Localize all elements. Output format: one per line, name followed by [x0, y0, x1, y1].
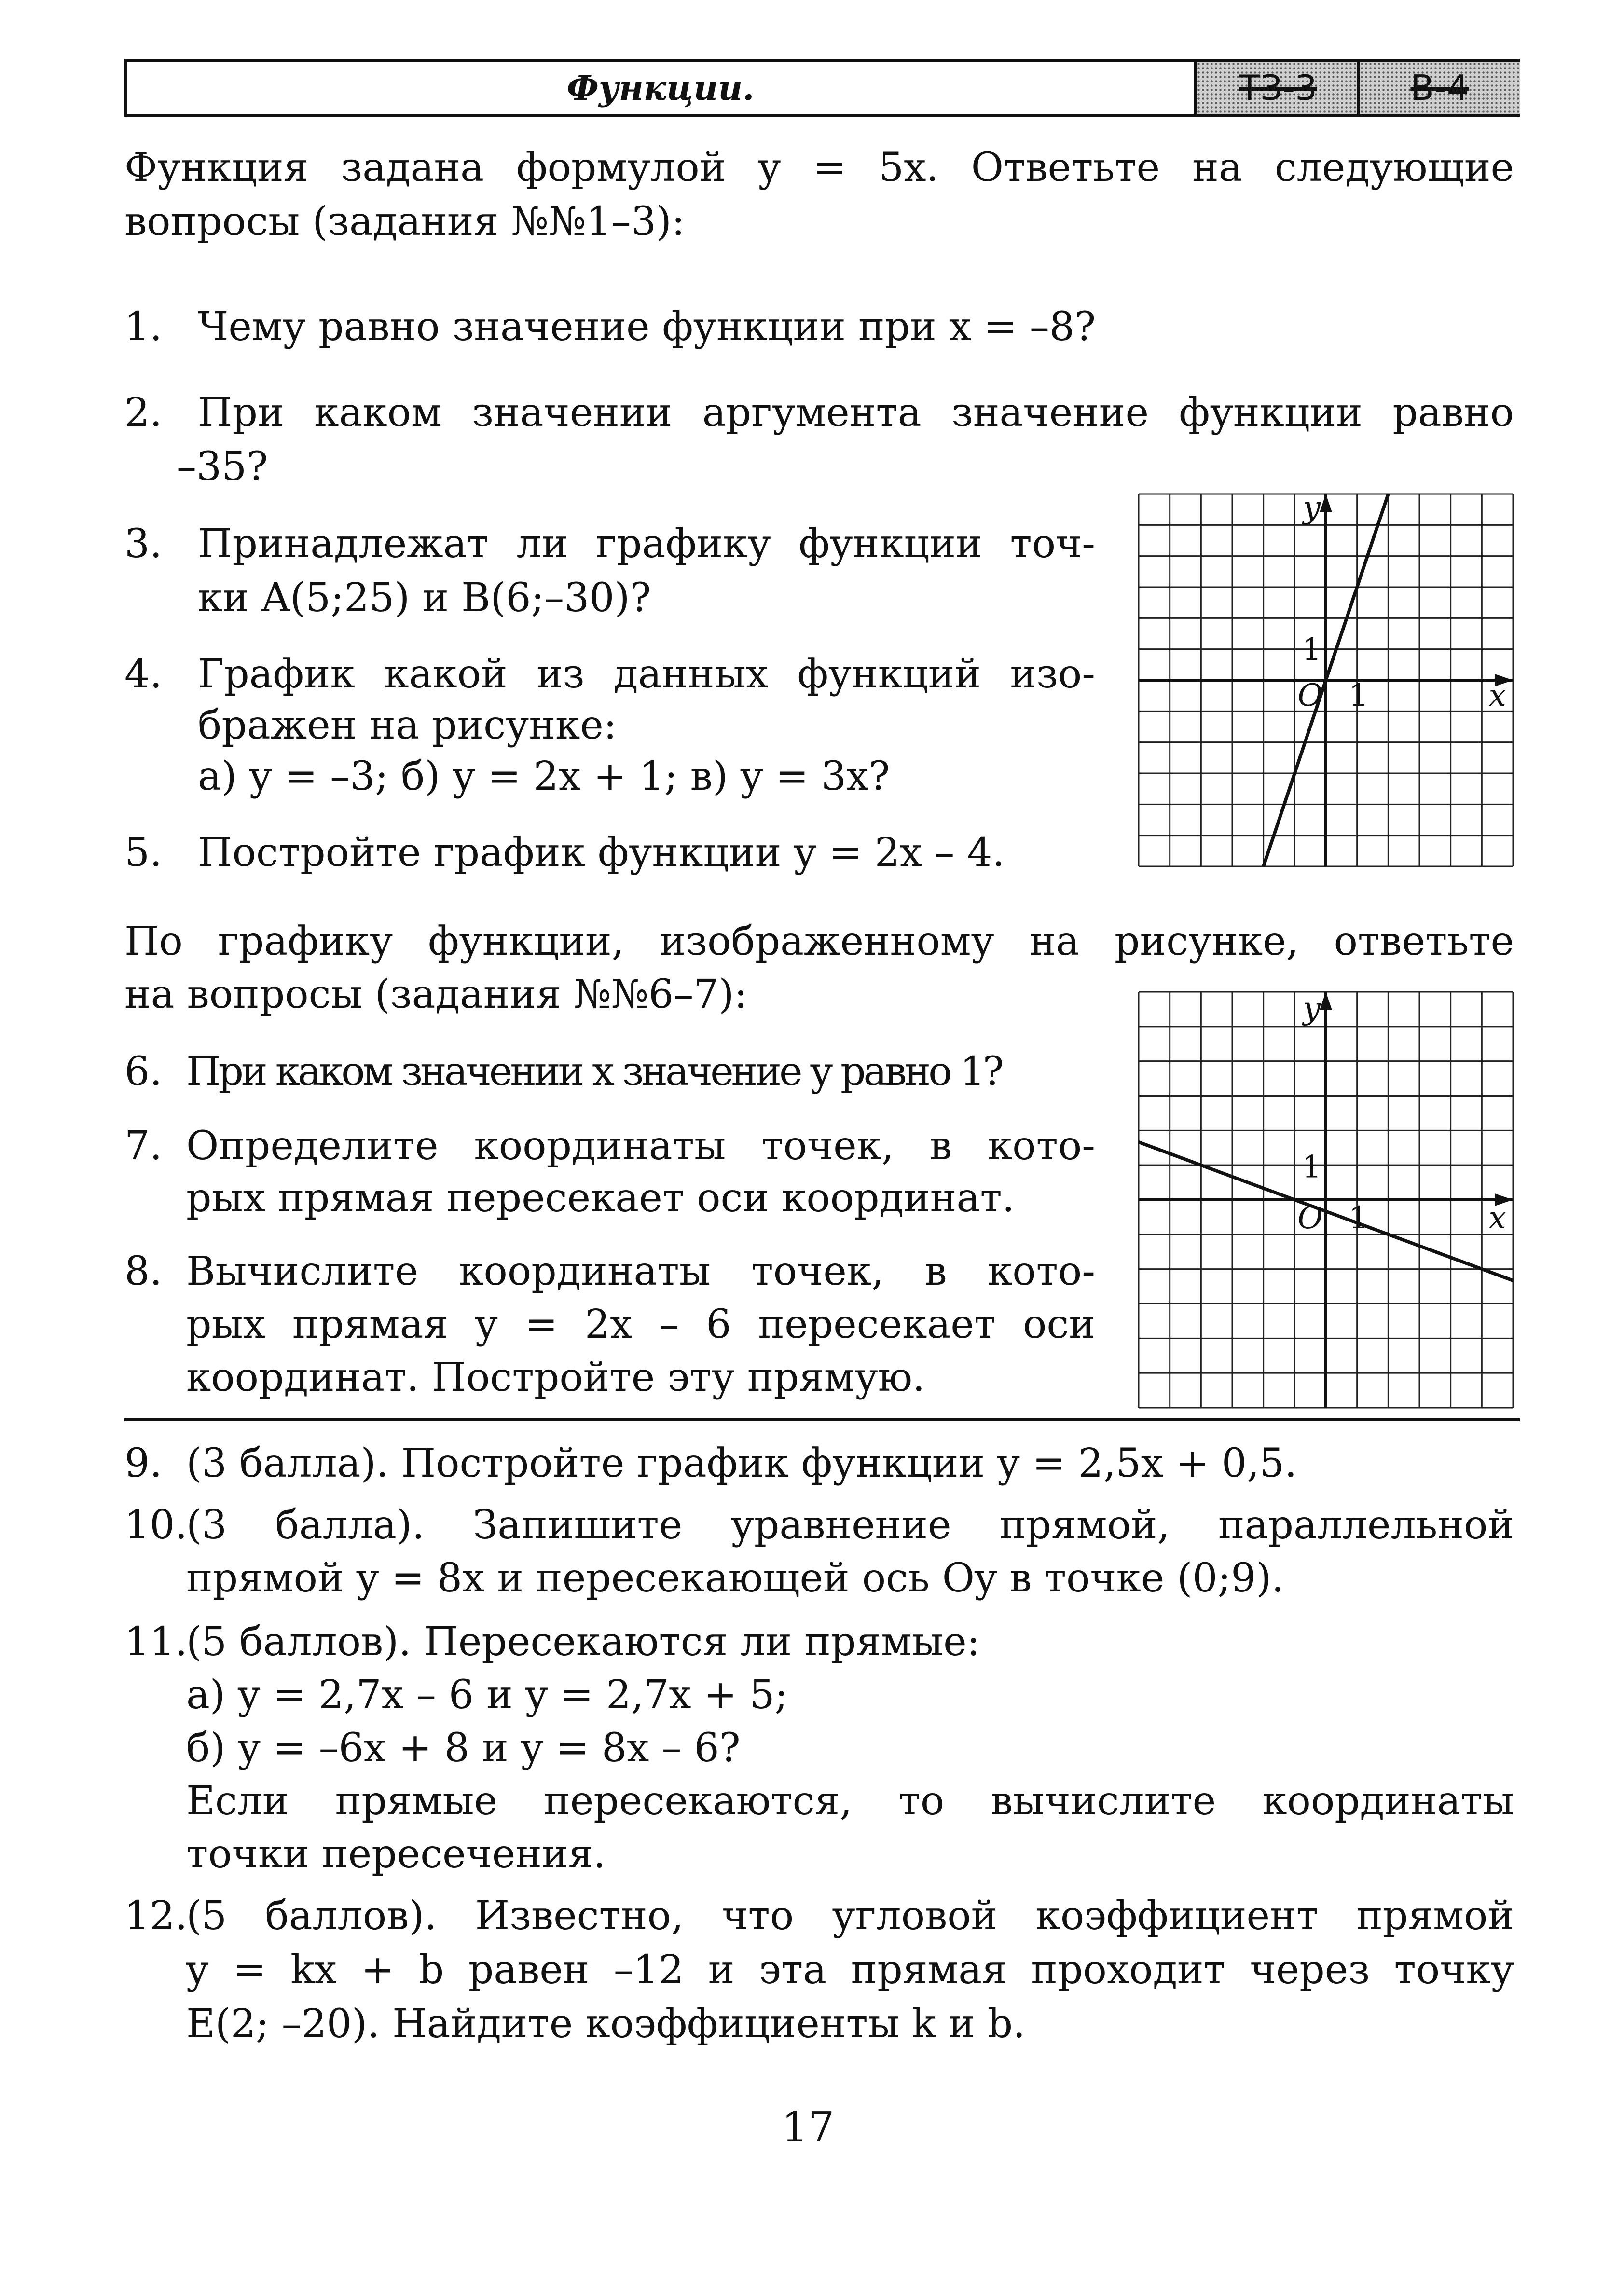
q10-number: 10.	[124, 1502, 188, 1548]
q11-line4: Если прямые пересекаются, то вычислите координаты	[186, 1778, 1514, 1824]
q6-number: 6.	[124, 1049, 163, 1095]
page-number: 17	[782, 2103, 835, 2152]
intro1-line1: Функция задана формулой y = 5x. Ответьте на следующие	[124, 145, 1514, 191]
q11-line5: точки пересечения.	[186, 1831, 606, 1877]
q9-text: (3 балла). Постройте график функции y = 2,5x + 0,5.	[186, 1440, 1297, 1486]
graph2-y-axis-label: y	[1303, 991, 1321, 1027]
q11-line2: а) y = 2,7x – 6 и y = 2,7x + 5;	[186, 1672, 788, 1718]
intro2-line2: на вопросы (задания №№6–7):	[124, 972, 748, 1017]
q11-number: 11.	[124, 1619, 188, 1665]
graph1-origin-label: O	[1297, 677, 1323, 713]
q8-line2: рых прямая y = 2x – 6 пересекает оси	[186, 1302, 1095, 1347]
intro1-line2: вопросы (задания №№1–3):	[124, 199, 685, 245]
q2-number: 2.	[124, 390, 163, 436]
graph2-unit-x-label: 1	[1349, 1200, 1369, 1236]
q4-line2: бражен на рисунке:	[198, 702, 617, 748]
q12-number: 12.	[124, 1893, 188, 1939]
test-code: ТЗ-3	[1239, 68, 1317, 108]
q12-line1: (5 баллов). Известно, что угловой коэффициент прямой	[186, 1893, 1514, 1939]
graph1-unit-y-label: 1	[1302, 632, 1322, 668]
graph1-x-axis-label: x	[1488, 677, 1506, 713]
q3-line2: ки A(5;25) и B(6;–30)?	[198, 575, 651, 621]
q7-line2: рых прямая пересекает оси координат.	[186, 1175, 1015, 1221]
section-title: Функции.	[566, 68, 755, 108]
q5-text: Постройте график функции y = 2x – 4.	[198, 830, 1005, 876]
q4-line3: а) y = –3; б) y = 2x + 1; в) y = 3x?	[198, 754, 890, 799]
q8-line3: координат. Постройте эту прямую.	[186, 1355, 925, 1400]
q11-line3: б) y = –6x + 8 и y = 8x – 6?	[186, 1725, 741, 1771]
q12-line3: E(2; –20). Найдите коэффициенты k и b.	[186, 2001, 1026, 2047]
q4-line1: График какой из данных функций изо-	[198, 651, 1095, 697]
q4-number: 4.	[124, 651, 163, 697]
q3-line1: Принадлежат ли графику функции точ-	[198, 521, 1095, 567]
graph2-unit-y-label: 1	[1302, 1149, 1322, 1185]
q10-line1: (3 балла). Запишите уравнение прямой, параллельной	[186, 1502, 1514, 1548]
q9-number: 9.	[124, 1440, 163, 1486]
intro2-line1: По графику функции, изображенному на рисунке, ответьте	[124, 919, 1514, 964]
q11-line1: (5 баллов). Пересекаются ли прямые:	[186, 1619, 980, 1665]
graph2-plot	[1137, 990, 1515, 1410]
graph1	[1137, 492, 1515, 868]
q8-number: 8.	[124, 1248, 163, 1294]
q5-number: 5.	[124, 830, 163, 876]
q2-line2: –35?	[177, 444, 268, 490]
graph2-origin-label: O	[1297, 1200, 1323, 1236]
graph2	[1137, 990, 1515, 1410]
q2-line1: При каком значении аргумента значение функции равно	[198, 390, 1514, 436]
header-box	[124, 59, 1520, 117]
q1-text: Чему равно значение функции при x = –8?	[198, 304, 1096, 350]
q3-number: 3.	[124, 521, 163, 567]
section-divider	[124, 1418, 1520, 1421]
q12-line2: y = kx + b равен –12 и эта прямая проходит через точку	[186, 1947, 1514, 1993]
graph1-y-axis-label: y	[1303, 492, 1321, 526]
q7-line1: Определите координаты точек, в кото-	[186, 1123, 1095, 1169]
q1-number: 1.	[124, 304, 163, 350]
graph1-unit-x-label: 1	[1349, 677, 1369, 713]
graph1-plot	[1137, 492, 1515, 868]
q10-line2: прямой y = 8x и пересекающей ось Oy в точке (0;9).	[186, 1555, 1284, 1601]
q8-line1: Вычислите координаты точек, в кото-	[186, 1248, 1095, 1294]
graph2-x-axis-label: x	[1488, 1200, 1506, 1236]
q6-text: При каком значении x значение y равно 1?	[186, 1049, 1002, 1095]
variant-cell	[1357, 62, 1520, 114]
test-code-cell	[1194, 62, 1360, 114]
graph2-y-arrow	[1320, 992, 1332, 1010]
q7-number: 7.	[124, 1123, 163, 1169]
variant-code: В-4	[1410, 68, 1469, 108]
graph1-y-arrow	[1320, 494, 1332, 512]
